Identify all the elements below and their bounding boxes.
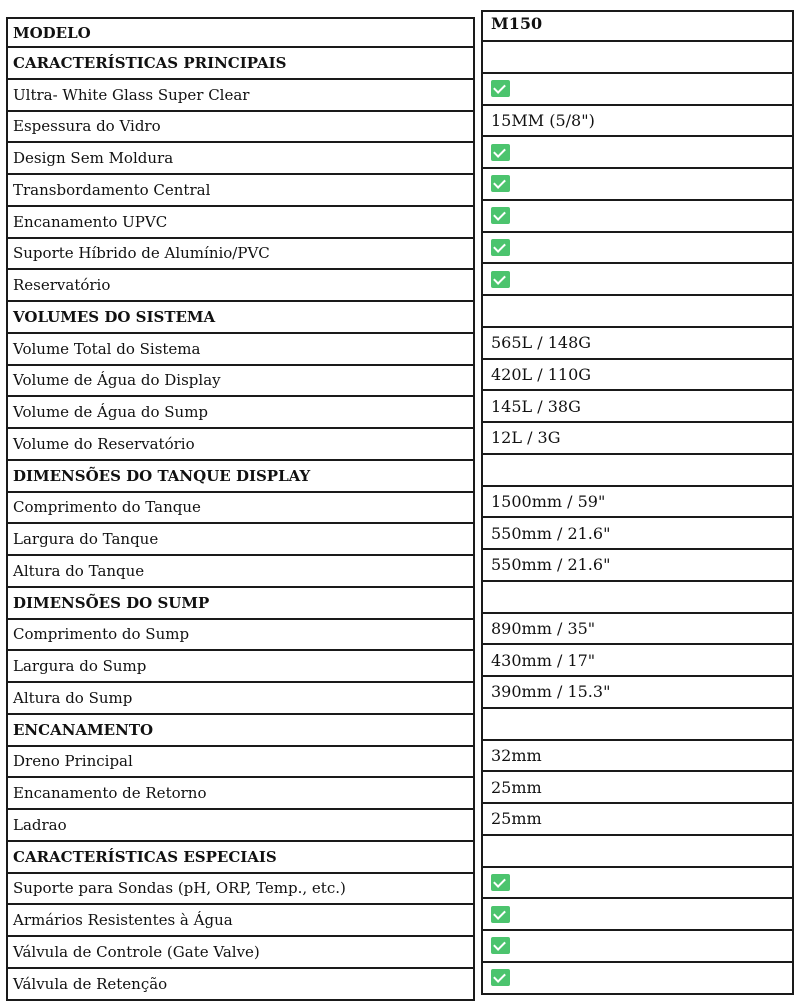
row-value: 550mm / 21.6"	[481, 550, 794, 582]
row-value: 145L / 38G	[481, 391, 794, 423]
row-label: Ladrao	[6, 810, 475, 842]
row-value	[481, 868, 794, 900]
row-value	[481, 137, 794, 169]
row-label: Comprimento do Sump	[6, 620, 475, 652]
row-value	[481, 42, 794, 74]
row-label: Encanamento UPVC	[6, 207, 475, 239]
section-header: VOLUMES DO SISTEMA	[6, 302, 475, 334]
row-label: Suporte para Sondas (pH, ORP, Temp., etc.)	[6, 874, 475, 906]
row-label: Armários Resistentes à Água	[6, 905, 475, 937]
row-value	[481, 233, 794, 265]
row-label: Ultra- White Glass Super Clear	[6, 80, 475, 112]
model-value: M150	[481, 10, 794, 42]
row-value: 550mm / 21.6"	[481, 518, 794, 550]
row-value	[481, 963, 794, 995]
row-label: Largura do Sump	[6, 651, 475, 683]
row-value	[481, 169, 794, 201]
row-label: Volume Total do Sistema	[6, 334, 475, 366]
checkbox-checked-icon	[491, 239, 510, 256]
row-label: Suporte Híbrido de Alumínio/PVC	[6, 239, 475, 271]
checkbox-checked-icon	[491, 874, 510, 891]
checkbox-checked-icon	[491, 80, 510, 97]
section-header: DIMENSÕES DO SUMP	[6, 588, 475, 620]
row-value	[481, 582, 794, 614]
row-value: 25mm	[481, 804, 794, 836]
row-value: 12L / 3G	[481, 423, 794, 455]
value-column	[481, 10, 794, 995]
row-label: Espessura do Vidro	[6, 112, 475, 144]
row-label: Altura do Tanque	[6, 556, 475, 588]
label-column	[6, 17, 475, 1001]
row-value	[481, 455, 794, 487]
row-label: Reservatório	[6, 270, 475, 302]
row-value	[481, 264, 794, 296]
row-label: Largura do Tanque	[6, 524, 475, 556]
row-value	[481, 709, 794, 741]
section-header: ENCANAMENTO	[6, 715, 475, 747]
row-label: Encanamento de Retorno	[6, 778, 475, 810]
checkbox-checked-icon	[491, 937, 510, 954]
checkbox-checked-icon	[491, 175, 510, 192]
row-label: Comprimento do Tanque	[6, 493, 475, 525]
row-value: 1500mm / 59"	[481, 487, 794, 519]
row-value	[481, 899, 794, 931]
row-label: Altura do Sump	[6, 683, 475, 715]
row-label: Válvula de Controle (Gate Valve)	[6, 937, 475, 969]
row-value: 390mm / 15.3"	[481, 677, 794, 709]
checkbox-checked-icon	[491, 207, 510, 224]
row-label: Dreno Principal	[6, 747, 475, 779]
row-value: 420L / 110G	[481, 360, 794, 392]
row-value	[481, 931, 794, 963]
row-label: Design Sem Moldura	[6, 143, 475, 175]
checkbox-checked-icon	[491, 969, 510, 986]
section-header: CARACTERÍSTICAS PRINCIPAIS	[6, 48, 475, 80]
row-value	[481, 74, 794, 106]
row-value: 15MM (5/8")	[481, 106, 794, 138]
checkbox-checked-icon	[491, 144, 510, 161]
section-header: DIMENSÕES DO TANQUE DISPLAY	[6, 461, 475, 493]
row-value	[481, 201, 794, 233]
checkbox-checked-icon	[491, 271, 510, 288]
row-value: 430mm / 17"	[481, 645, 794, 677]
row-value	[481, 836, 794, 868]
checkbox-checked-icon	[491, 906, 510, 923]
row-label: Volume de Água do Sump	[6, 397, 475, 429]
row-value: 25mm	[481, 772, 794, 804]
section-header: CARACTERÍSTICAS ESPECIAIS	[6, 842, 475, 874]
row-label: Volume de Água do Display	[6, 366, 475, 398]
row-value: 32mm	[481, 741, 794, 773]
section-header: MODELO	[6, 17, 475, 48]
row-label: Volume do Reservatório	[6, 429, 475, 461]
row-label: Válvula de Retenção	[6, 969, 475, 1001]
row-value	[481, 296, 794, 328]
row-label: Transbordamento Central	[6, 175, 475, 207]
row-value: 565L / 148G	[481, 328, 794, 360]
row-value: 890mm / 35"	[481, 614, 794, 646]
